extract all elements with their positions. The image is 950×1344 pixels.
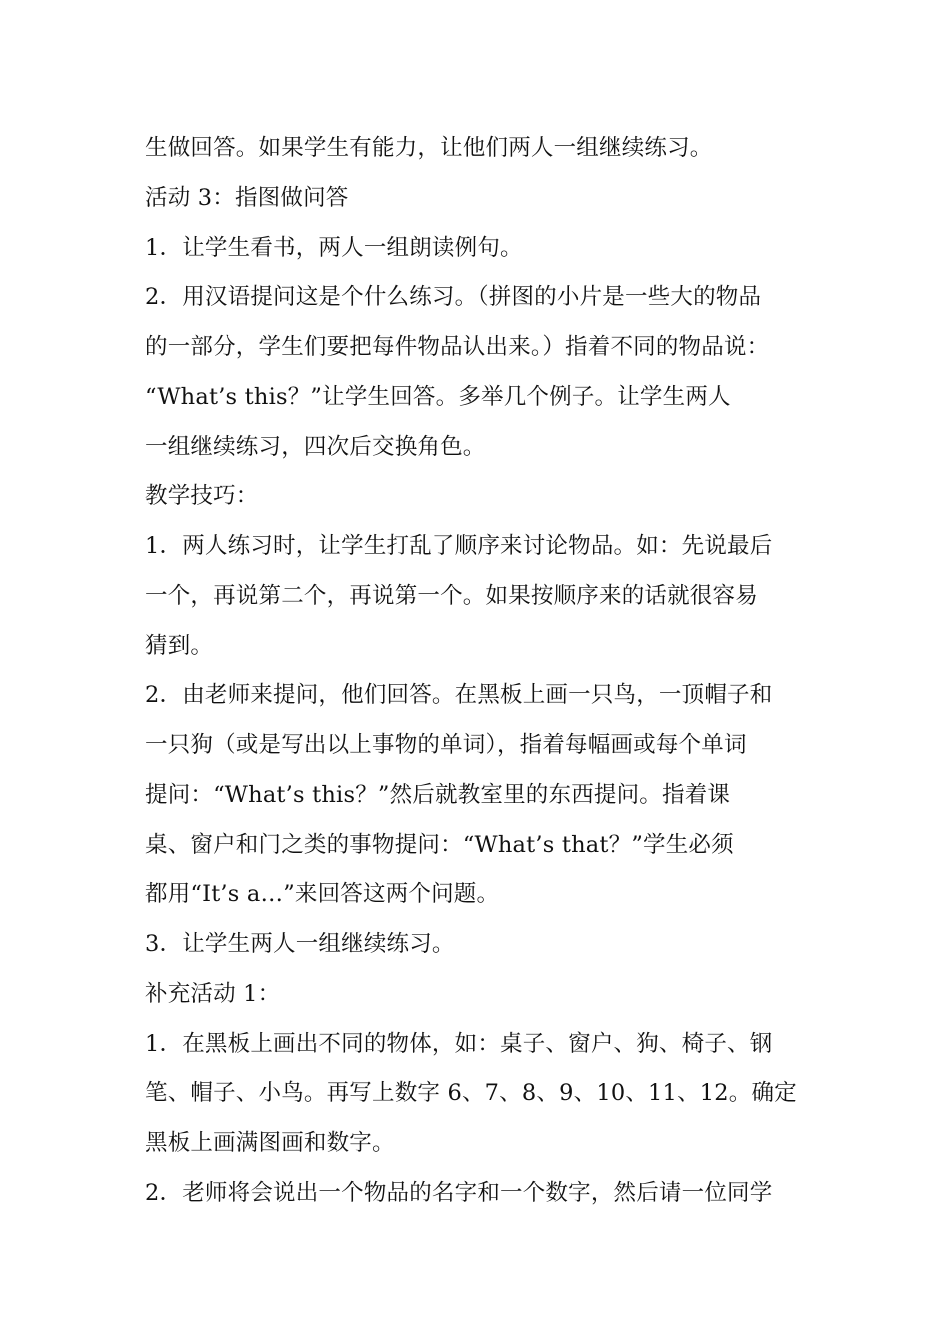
text-line: 桌、窗户和门之类的事物提问：“What’s that？”学生必须 — [145, 831, 734, 858]
section-heading-activity-3: 活动 3：指图做问答 — [145, 184, 349, 211]
text-line: 黑板上画满图画和数字。 — [145, 1130, 395, 1156]
text-line: “What’s this？”让学生回答。多举几个例子。让学生两人 — [145, 383, 731, 410]
text-line: 都用“It’s a…”来回答这两个问题。 — [145, 881, 500, 908]
text-line: 一只狗（或是写出以上事物的单词），指着每幅画或每个单词 — [145, 732, 747, 758]
text-line: 的一部分，学生们要把每件物品认出来。）指着不同的物品说： — [145, 334, 770, 360]
text-line: 2．用汉语提问这是个什么练习。（拼图的小片是一些大的物品 — [145, 284, 762, 311]
text-line: 提问：“What’s this？”然后就教室里的东西提问。指着课 — [145, 781, 731, 808]
text-line: 一个，再说第二个，再说第一个。如果按顺序来的话就很容易 — [145, 582, 758, 609]
text-line: 3．让学生两人一组继续练习。 — [145, 931, 455, 957]
text-line: 2．老师将会说出一个物品的名字和一个数字，然后请一位同学 — [145, 1179, 773, 1206]
text-line: 猜到。 — [145, 632, 214, 659]
text-line: 笔、帽子、小鸟。再写上数字 6、7、8、9、10、11、12。确定 — [145, 1080, 797, 1107]
section-heading-teaching-tips: 教学技巧： — [145, 483, 259, 510]
text-line: 一组继续练习，四次后交换角色。 — [145, 433, 486, 460]
document-body — [145, 124, 825, 1219]
text-line: 1．两人练习时，让学生打乱了顺序来讨论物品。如：先说最后 — [145, 533, 773, 559]
text-line: 2．由老师来提问，他们回答。在黑板上画一只鸟，一顶帽子和 — [145, 682, 773, 709]
text-line: 1．让学生看书，两人一组朗读例句。 — [145, 234, 523, 261]
section-heading-supplementary-activity-1: 补充活动 1： — [145, 980, 281, 1007]
text-line: 生做回答。如果学生有能力，让他们两人一组继续练习。 — [145, 135, 713, 161]
text-line: 1．在黑板上画出不同的物体，如：桌子、窗户、狗、椅子、钢 — [145, 1030, 773, 1057]
